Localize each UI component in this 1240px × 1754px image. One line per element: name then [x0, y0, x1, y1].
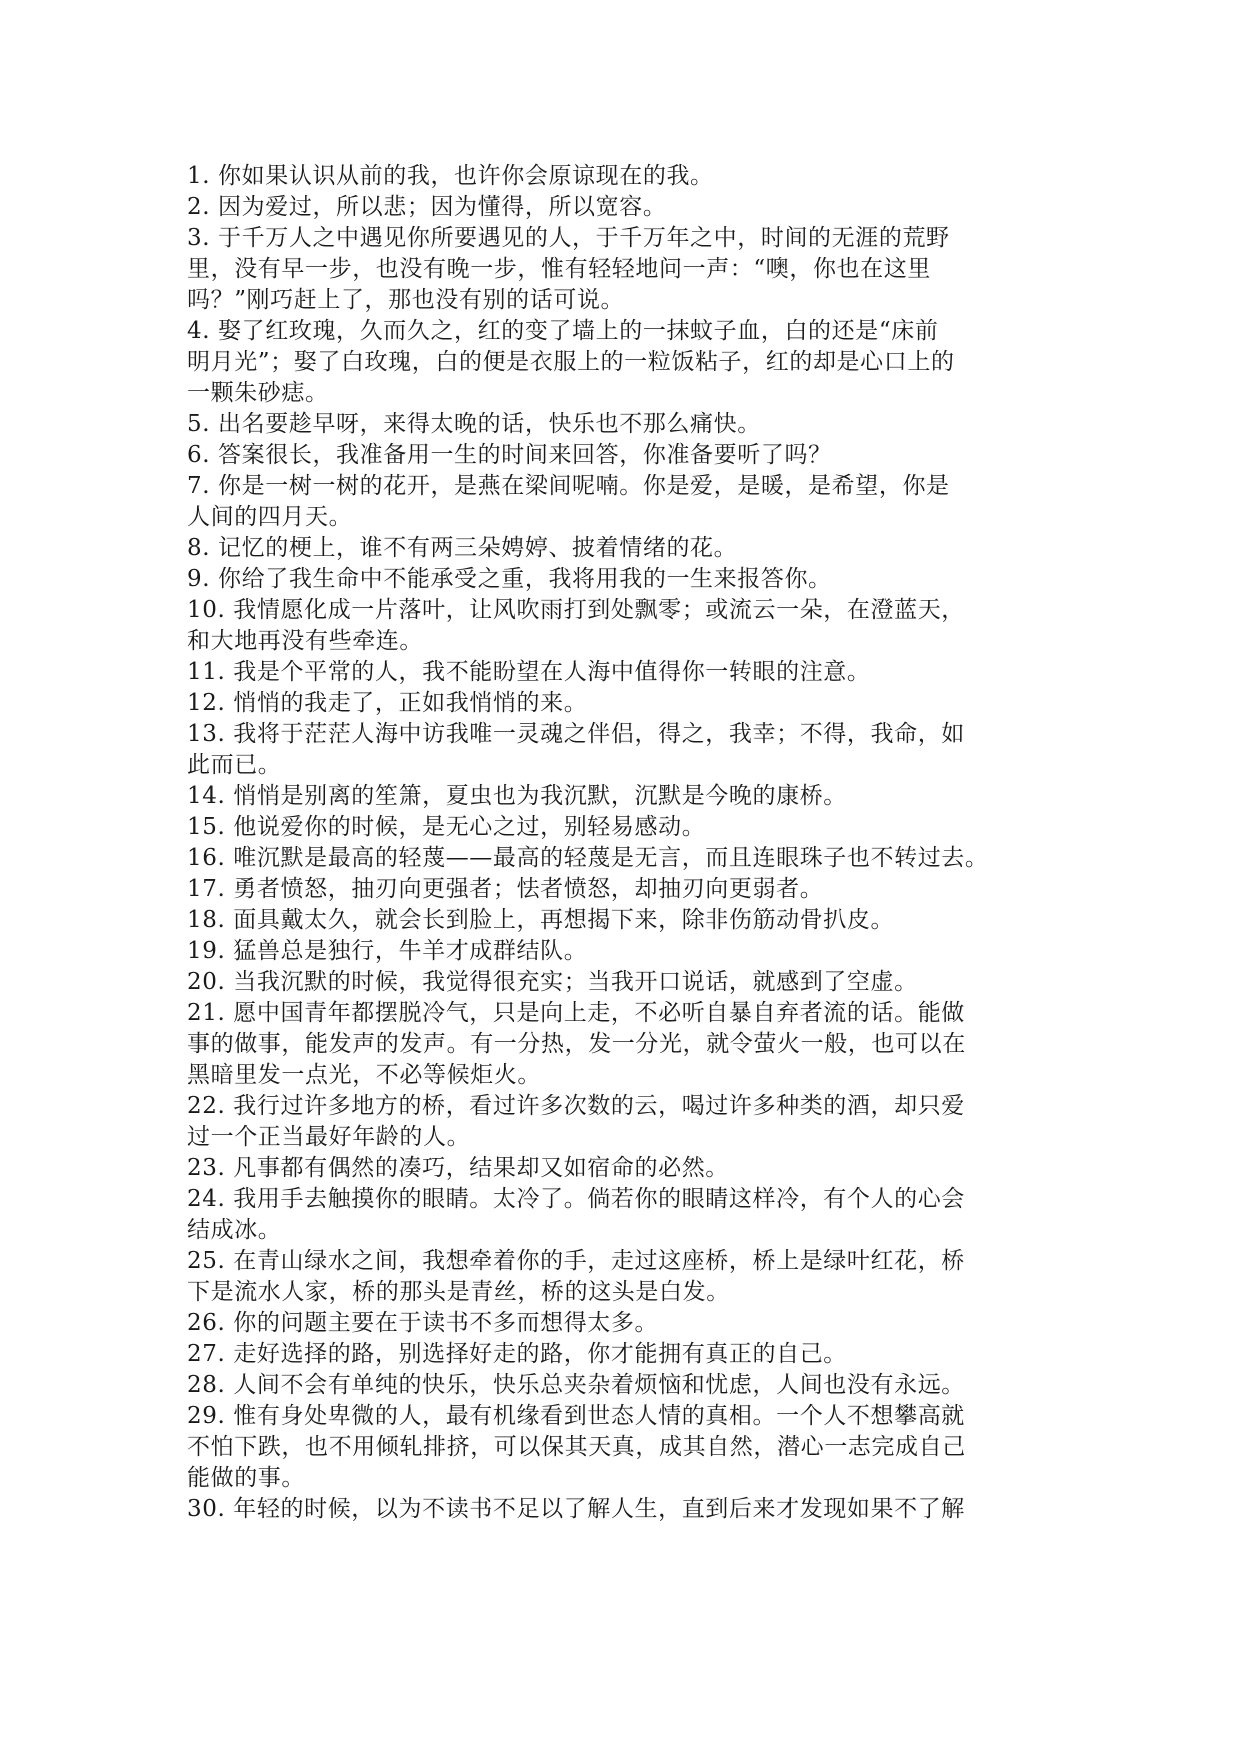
text-line: 过一个正当最好年龄的人。 — [187, 1124, 471, 1150]
text-line: 11. 我是个平常的人，我不能盼望在人海中值得你一转眼的注意。 — [187, 659, 871, 685]
text-line: 明月光”；娶了白玫瑰，白的便是衣服上的一粒饭粘子，红的却是心口上的 — [187, 349, 955, 375]
text-line: 8. 记忆的梗上，谁不有两三朵娉婷、披着情绪的花。 — [187, 535, 738, 561]
text-line: 30. 年轻的时候，以为不读书不足以了解人生，直到后来才发现如果不了解 — [187, 1496, 965, 1522]
text-line: 15. 他说爱你的时候，是无心之过，别轻易感动。 — [187, 814, 706, 840]
text-line: 29. 惟有身处卑微的人，最有机缘看到世态人情的真相。一个人不想攀高就 — [187, 1403, 965, 1429]
text-line: 能做的事。 — [187, 1465, 305, 1491]
text-line: 22. 我行过许多地方的桥，看过许多次数的云，喝过许多种类的酒，却只爱 — [187, 1093, 965, 1119]
text-line: 不怕下跌，也不用倾轧排挤，可以保其天真，成其自然，潜心一志完成自己 — [187, 1434, 966, 1460]
text-line: 结成冰。 — [187, 1217, 282, 1243]
text-line: 吗？”刚巧赶上了，那也没有别的话可说。 — [187, 287, 625, 313]
text-line: 20. 当我沉默的时候，我觉得很充实；当我开口说话，就感到了空虚。 — [187, 969, 918, 995]
text-line: 19. 猛兽总是独行，牛羊才成群结队。 — [187, 938, 588, 964]
text-line: 3. 于千万人之中遇见你所要遇见的人，于千万年之中，时间的无涯的荒野 — [187, 225, 950, 251]
text-line: 27. 走好选择的路，别选择好走的路，你才能拥有真正的自己。 — [187, 1341, 847, 1367]
text-line: 一颗朱砂痣。 — [187, 380, 329, 406]
text-line: 13. 我将于茫茫人海中访我唯一灵魂之伴侣，得之，我幸；不得，我命，如 — [187, 721, 965, 747]
text-line: 和大地再没有些牵连。 — [187, 628, 423, 654]
text-line: 事的做事，能发声的发声。有一分热，发一分光，就令萤火一般，也可以在 — [187, 1031, 966, 1057]
text-line: 4. 娶了红玫瑰，久而久之，红的变了墙上的一抹蚊子血，白的还是“床前 — [187, 318, 939, 344]
text-line: 26. 你的问题主要在于读书不多而想得太多。 — [187, 1310, 659, 1336]
text-line: 7. 你是一树一树的花开，是燕在梁间呢喃。你是爱，是暖，是希望，你是 — [187, 473, 950, 499]
text-line: 24. 我用手去触摸你的眼睛。太冷了。倘若你的眼睛这样冷，有个人的心会 — [187, 1186, 965, 1212]
text-line: 里，没有早一步，也没有晚一步，惟有轻轻地问一声：“噢，你也在这里 — [187, 256, 931, 282]
text-line: 25. 在青山绿水之间，我想牵着你的手，走过这座桥，桥上是绿叶红花，桥 — [187, 1248, 965, 1274]
text-line: 10. 我情愿化成一片落叶，让风吹雨打到处飘零；或流云一朵，在澄蓝天， — [187, 597, 965, 623]
text-line: 9. 你给了我生命中不能承受之重，我将用我的一生来报答你。 — [187, 566, 832, 592]
text-line: 黑暗里发一点光，不必等候炬火。 — [187, 1062, 541, 1088]
text-line: 此而已。 — [187, 752, 282, 778]
text-line: 17. 勇者愤怒，抽刃向更强者；怯者愤怒，却抽刃向更弱者。 — [187, 876, 824, 902]
text-line: 5. 出名要趁早呀，来得太晚的话，快乐也不那么痛快。 — [187, 411, 761, 437]
text-line: 下是流水人家，桥的那头是青丝，桥的这头是白发。 — [187, 1279, 730, 1305]
text-line: 23. 凡事都有偶然的凑巧，结果却又如宿命的必然。 — [187, 1155, 729, 1181]
text-line: 18. 面具戴太久，就会长到脸上，再想揭下来，除非伤筋动骨扒皮。 — [187, 907, 895, 933]
text-line: 人间的四月天。 — [187, 504, 353, 530]
text-line: 2. 因为爱过，所以悲；因为懂得，所以宽容。 — [187, 194, 667, 220]
text-line: 28. 人间不会有单纯的快乐，快乐总夹杂着烦恼和忧虑，人间也没有永远。 — [187, 1372, 965, 1398]
text-line: 21. 愿中国青年都摆脱冷气，只是向上走，不必听自暴自弃者流的话。能做 — [187, 1000, 965, 1026]
quote-list — [187, 161, 1067, 1525]
text-line: 16. 唯沉默是最高的轻蔑——最高的轻蔑是无言，而且连眼珠子也不转过去。 — [187, 845, 989, 871]
text-line: 12. 悄悄的我走了，正如我悄悄的来。 — [187, 690, 588, 716]
text-line: 14. 悄悄是别离的笙箫，夏虫也为我沉默，沉默是今晚的康桥。 — [187, 783, 847, 809]
text-line: 1. 你如果认识从前的我，也许你会原谅现在的我。 — [187, 163, 714, 189]
text-line: 6. 答案很长，我准备用一生的时间来回答，你准备要听了吗？ — [187, 442, 832, 468]
